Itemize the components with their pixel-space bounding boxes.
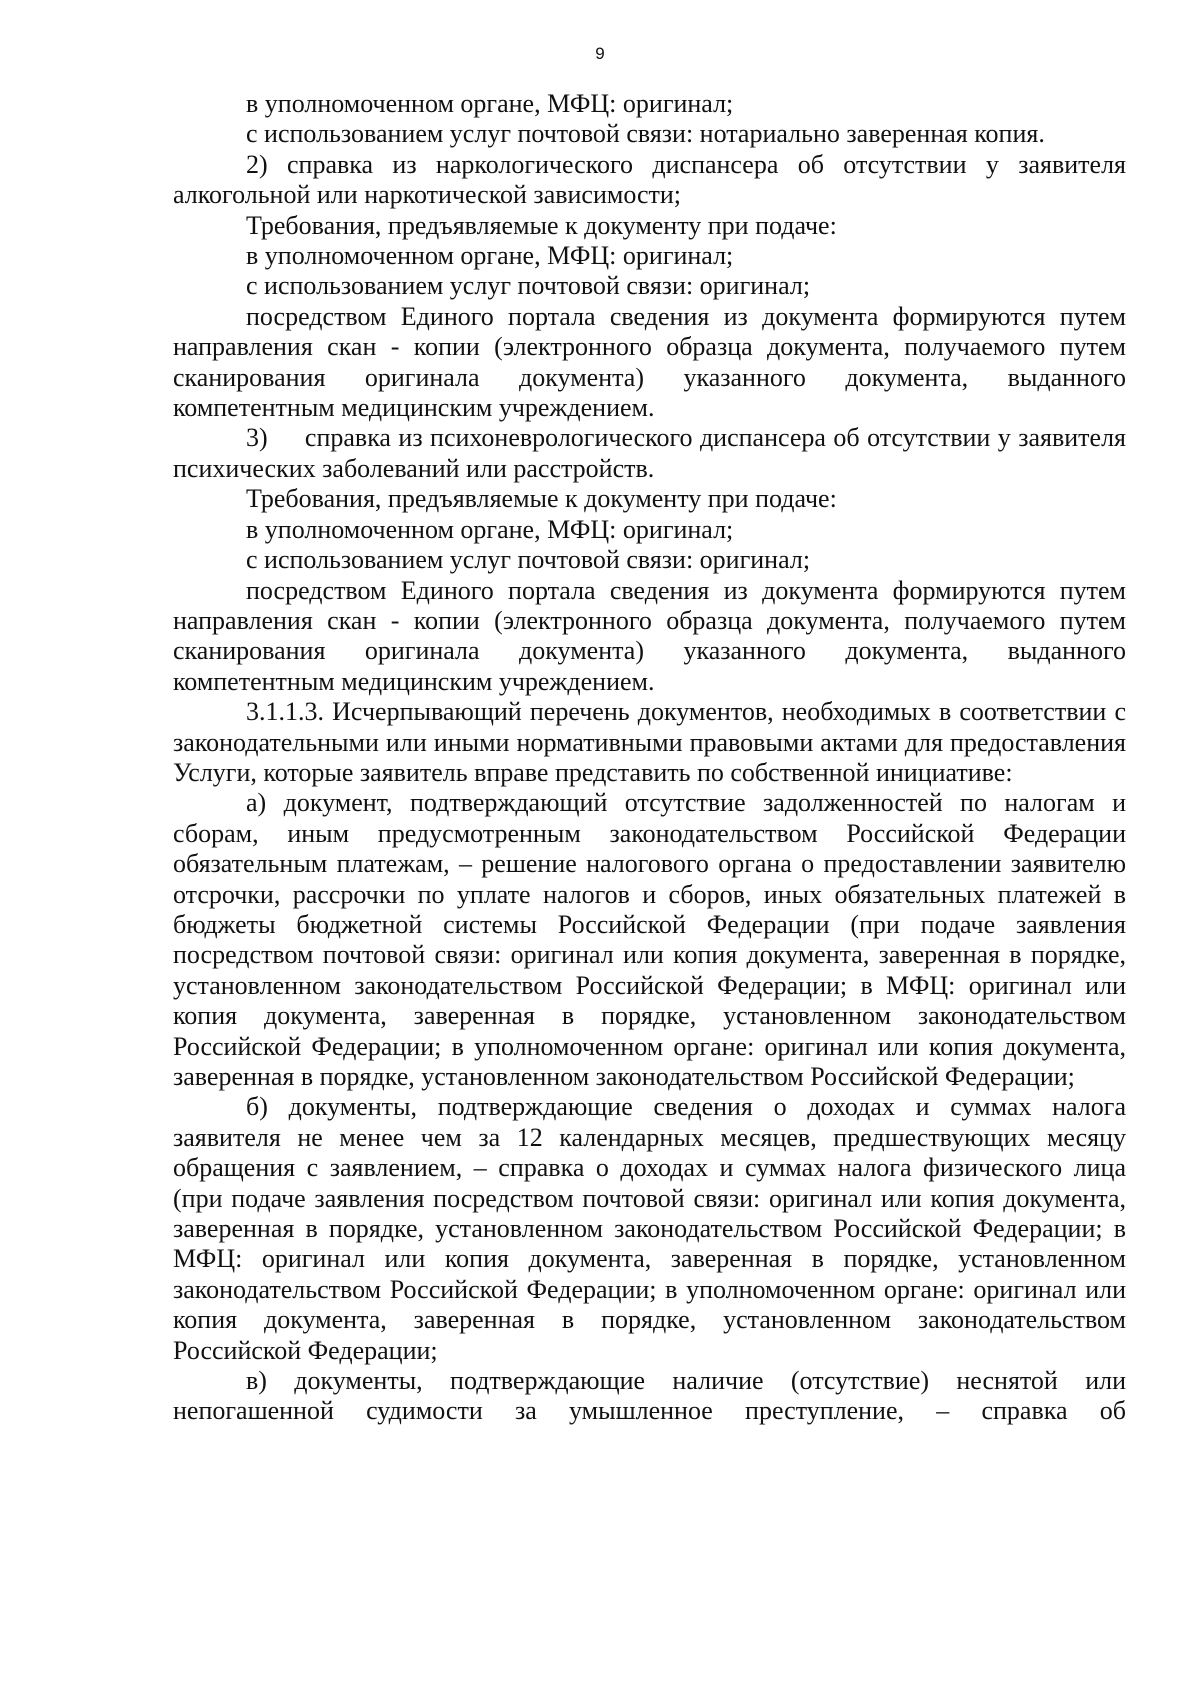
paragraph: в уполномоченном органе, МФЦ: оригинал; xyxy=(246,241,734,271)
page-number: 9 xyxy=(595,44,605,63)
paragraph: а) документ, подтверждающий отсутствие задолженностей по налогам и сборам, иным предусмотренным законодательством Российской Федерации обязательным платежам, – решение налогового органа о предоставлении заявителю отсрочки, рассрочки по уплате налогов и сборов, иных обязательных платежей в бюджеты бюджетной системы Российской Федерации (при подаче заявления посредством почтовой связи: оригинал или копия документа, заверенная в порядке, установленном законодательством Российской Федерации; в МФЦ: оригинал или копия документа, заверенная в порядке, установленном законодательством Российской Федерации; в уполномоченном органе: оригинал или копия документа, заверенная в порядке, установленном законодательством Российской Федерации; xyxy=(173,788,1126,1091)
paragraph: посредством Единого портала сведения из документа формируются путем направления скан - копии (электронного образца документа, получаемого путем сканирования оригинала документа) указанного документа, выданного компетентным медицинским учреждением. xyxy=(173,575,1126,696)
paragraph: Требования, предъявляемые к документу при подаче: xyxy=(246,210,837,240)
paragraph: посредством Единого портала сведения из документа формируются путем направления скан - копии (электронного образца документа, получаемого путем сканирования оригинала документа) указанного документа, выданного компетентным медицинским учреждением. xyxy=(173,301,1126,423)
paragraph: в уполномоченном органе, МФЦ: оригинал; xyxy=(246,514,734,544)
paragraph: с использованием услуг почтовой связи: нотариально заверенная копия. xyxy=(246,119,1045,149)
paragraph: в уполномоченном органе, МФЦ: оригинал; xyxy=(246,89,734,118)
document-body xyxy=(173,89,1126,1427)
paragraph: с использованием услуг почтовой связи: оригинал; xyxy=(246,545,811,575)
paragraph: 3) справка из психоневрологического диспансера об отсутствии у заявителя психических заболеваний или расстройств. xyxy=(173,423,1126,483)
paragraph: 3.1.1.3. Исчерпывающий перечень документов, необходимых в соответствии с законодательными или иными нормативными правовыми актами для предоставления Услуги, которые заявитель вправе представить по собственной инициативе: xyxy=(173,697,1126,787)
paragraph: б) документы, подтверждающие сведения о доходах и суммах налога заявителя не менее чем за 12 календарных месяцев, предшествующих месяцу обращения с заявлением, – справка о доходах и суммах налога физического лица (при подаче заявления посредством почтовой связи: оригинал или копия документа, заверенная в порядке, установленном законодательством Российской Федерации; в МФЦ: оригинал или копия документа, заверенная в порядке, установленном законодательством Российской Федерации; в уполномоченном органе: оригинал или копия документа, заверенная в порядке, установленном законодательством Российской Федерации; xyxy=(173,1092,1126,1365)
paragraph: Требования, предъявляемые к документу при подаче: xyxy=(246,484,837,514)
paragraph: в) документы, подтверждающие наличие (отсутствие) неснятой или непогашенной судимости за умышленное преступление, – справка об xyxy=(173,1366,1126,1426)
paragraph: 2) справка из наркологического диспансера об отсутствии у заявителя алкогольной или наркотической зависимости; xyxy=(173,149,1126,210)
paragraph: с использованием услуг почтовой связи: оригинал; xyxy=(246,271,811,301)
